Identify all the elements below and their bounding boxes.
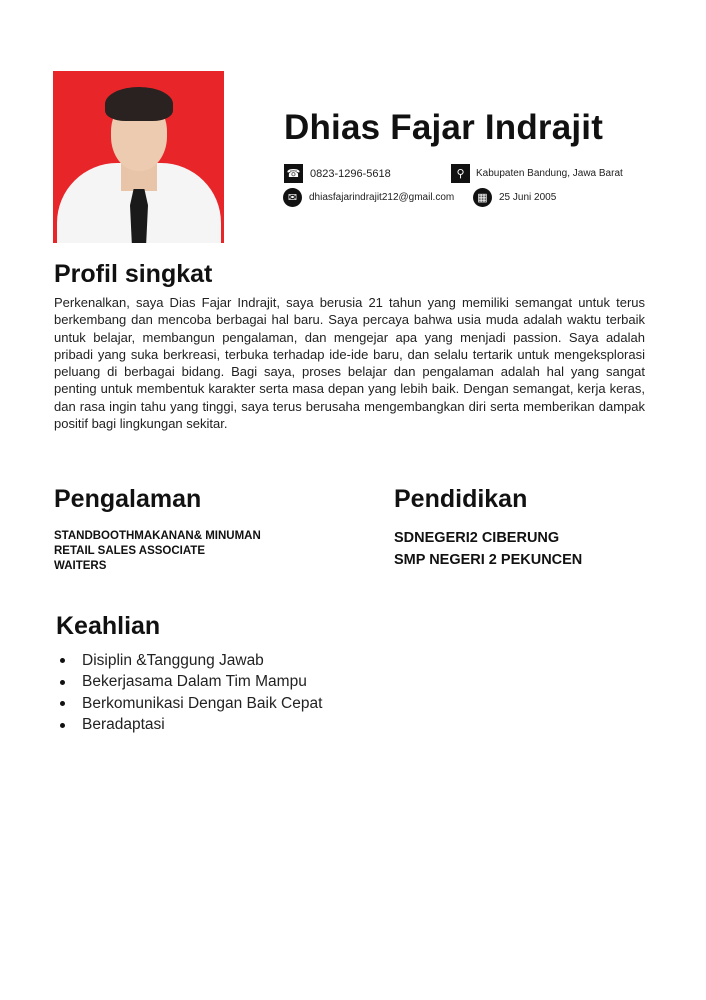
skill-item <box>58 693 322 715</box>
profile-title: Profil singkat <box>54 260 213 288</box>
profile-photo <box>53 71 224 243</box>
education-item: SMP NEGERI 2 PEKUNCEN <box>394 552 583 568</box>
photo-tie <box>130 189 148 243</box>
education-list <box>394 530 582 574</box>
education-title: Pendidikan <box>394 485 528 513</box>
photo-hair <box>105 87 173 121</box>
experience-item: RETAIL SALES ASSOCIATE <box>54 545 206 557</box>
contact-birthdate <box>473 188 556 207</box>
skill-item <box>58 650 322 672</box>
bullet-icon <box>60 658 65 663</box>
phone-value: 0823-1296-5618 <box>310 167 391 180</box>
skill-label: Bekerjasama Dalam Tim Mampu <box>82 673 307 691</box>
mail-icon: ✉ <box>283 188 302 207</box>
calendar-icon: ▦ <box>473 188 492 207</box>
experience-item: STANDBOOTHMAKANAN& MINUMAN <box>54 530 261 542</box>
bullet-icon <box>60 680 65 685</box>
skills-title: Keahlian <box>56 612 161 640</box>
skill-label: Disiplin &Tanggung Jawab <box>82 651 264 669</box>
bullet-icon <box>60 723 65 728</box>
contact-phone <box>284 164 391 183</box>
skills-list <box>58 650 322 736</box>
experience-title: Pengalaman <box>54 485 202 513</box>
profile-text: Perkenalkan, saya Dias Fajar Indrajit, saya berusia 21 tahun yang memiliki semangat untuk terus berkembang dan mencoba berbagai hal baru. Saya percaya bahwa usia muda adalah waktu terbaik untuk belajar, membangun pengalaman, dan mengejar apa yang menjadi passion. Saya adalah pribadi yang suka berkreasi, terbuka terhadap ide-ide baru, dan selalu tertarik untuk mengeksplorasi peluang di berbagai bidang. Bagi saya, proses belajar dan pengalaman adalah hal yang sangat penting untuk membentuk karakter serta masa depan yang lebih baik. Dengan semangat, kerja keras, dan rasa ingin tahu yang tinggi, saya terus berusaha mengembangkan diri serta memberikan dampak positif bagi lingkungan sekitar. <box>54 295 645 432</box>
location-pin-icon: ⚲ <box>451 164 470 183</box>
birthdate-value: 25 Juni 2005 <box>499 192 557 203</box>
experience-item: WAITERS <box>54 560 107 572</box>
education-item: SDNEGERI2 CIBERUNG <box>394 530 560 546</box>
skill-item <box>58 715 322 737</box>
skill-label: Beradaptasi <box>82 716 165 734</box>
skill-item <box>58 672 322 694</box>
experience-list <box>54 530 261 575</box>
contact-email <box>283 188 454 207</box>
contact-location <box>451 164 623 183</box>
phone-icon: ☎ <box>284 164 303 183</box>
full-name: Dhias Fajar Indrajit <box>284 108 604 147</box>
email-value: dhiasfajarindrajit212@gmail.com <box>309 192 455 203</box>
location-value: Kabupaten Bandung, Jawa Barat <box>476 168 623 179</box>
bullet-icon <box>60 701 65 706</box>
skill-label: Berkomunikasi Dengan Baik Cepat <box>82 694 323 712</box>
